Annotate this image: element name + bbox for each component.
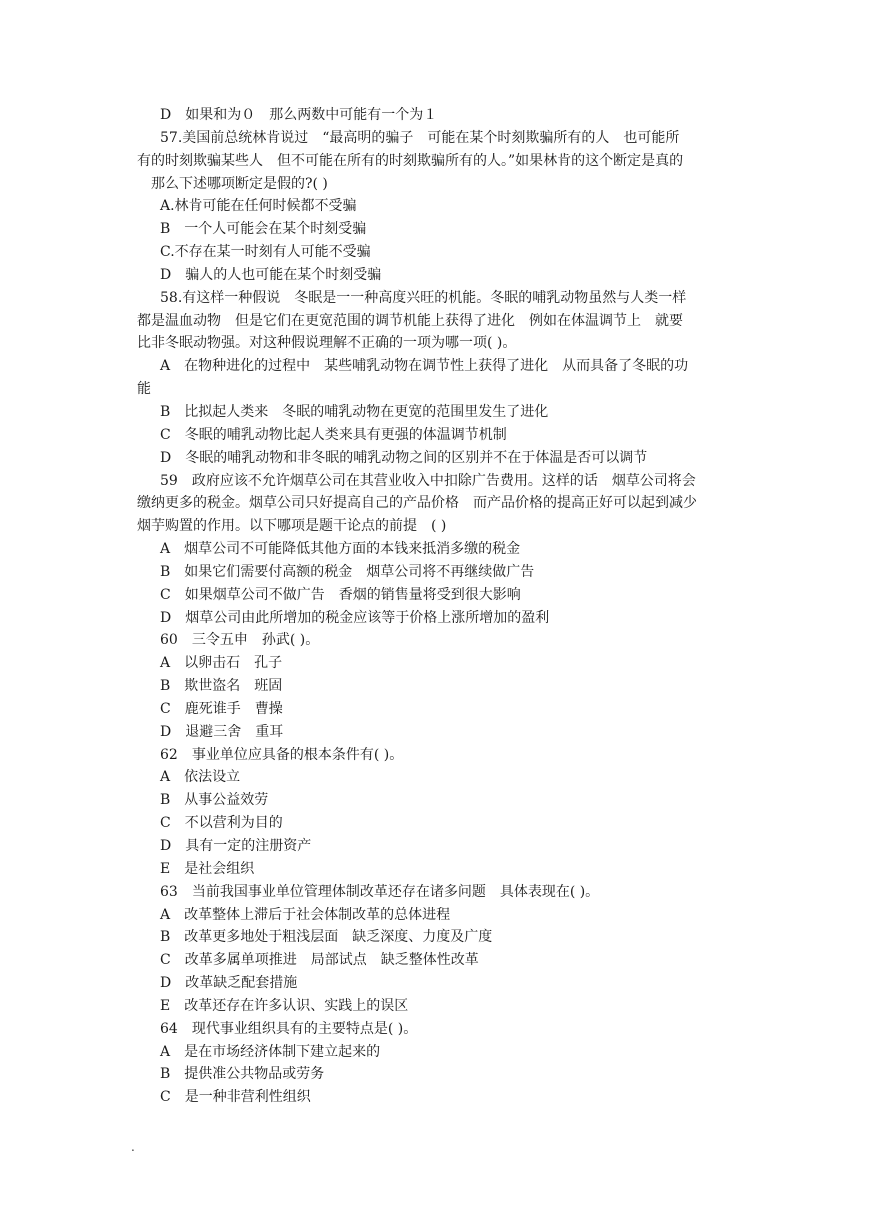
page-footer-mark: . xyxy=(131,1140,135,1154)
text-line: E 是社会组织 xyxy=(160,860,255,877)
text-line: 能 xyxy=(137,381,151,398)
text-line: D 改革缺乏配套措施 xyxy=(160,975,298,992)
text-line: C 冬眠的哺乳动物比起人类来具有更强的体温调节机制 xyxy=(160,426,507,443)
text-line: C 不以营利为目的 xyxy=(160,815,283,832)
text-line: A 改革整体上滞后于社会体制改革的总体进程 xyxy=(160,906,451,923)
text-line: D 冬眠的哺乳动物和非冬眠的哺乳动物之间的区别并不在于体温是否可以调节 xyxy=(160,449,648,466)
text-line: A 依法设立 xyxy=(160,769,241,786)
text-line: A 是在市场经济体制下建立起来的 xyxy=(160,1043,381,1060)
text-line: 缴纳更多的税金。烟草公司只好提高自己的产品价格 而产品价格的提高正好可以起到减少 xyxy=(137,495,697,512)
text-line: E 改革还存在许多认识、实践上的误区 xyxy=(160,997,409,1014)
text-line: 58.有这样一种假说 冬眠是一一种高度兴旺的机能。冬眠的哺乳动物虽然与人类一样 xyxy=(160,289,687,306)
text-line: B 提供准公共物品或劳务 xyxy=(160,1066,325,1083)
text-line: B 比拟起人类来 冬眠的哺乳动物在更宽的范围里发生了进化 xyxy=(160,403,549,420)
text-line: 64 现代事业组织具有的主要特点是( )。 xyxy=(160,1020,418,1037)
text-line: D 具有一定的注册资产 xyxy=(160,838,312,854)
text-line: 都是温血动物 但是它们在更宽范围的调节机能上获得了进化 例如在体温调节上 就要 xyxy=(137,312,683,329)
text-line: D 退避三舍 重耳 xyxy=(160,723,284,740)
document-body xyxy=(137,104,737,1109)
text-line: A 以卵击石 孔子 xyxy=(160,655,283,672)
text-line: D 骗人的人也可能在某个时刻受骗 xyxy=(160,266,382,283)
text-line: A 烟草公司不可能降低其他方面的本钱来抵消多缴的税金 xyxy=(160,541,521,558)
text-line: 57.美国前总统林肯说过 “最高明的骗子 可能在某个时刻欺骗所有的人 也可能所 xyxy=(160,129,680,146)
text-line: B 欺世盗名 班固 xyxy=(160,678,283,695)
text-line: D 如果和为０ 那么两数中可能有一个为１ xyxy=(160,107,438,123)
text-line: C 改革多属单项推进 局部试点 缺乏整体性改革 xyxy=(160,952,479,969)
text-line: B 一个人可能会在某个时刻受骗 xyxy=(160,221,367,238)
text-line: 63 当前我国事业单位管理体制改革还存在诸多问题 具体表现在( )。 xyxy=(160,883,600,900)
text-line: D 烟草公司由此所增加的税金应该等于价格上涨所增加的盈利 xyxy=(160,609,550,626)
text-line: B 如果它们需要付高额的税金 烟草公司将不再继续做广告 xyxy=(160,563,535,580)
text-line: A 在物种进化的过程中 某些哺乳动物在调节性上获得了进化 从而具备了冬眠的功 xyxy=(160,358,689,375)
text-line: B 改革更多地处于粗浅层面 缺乏深度、力度及广度 xyxy=(160,929,493,946)
text-line: 59 政府应该不允许烟草公司在其营业收入中扣除广告费用。这样的话 烟草公司将会 xyxy=(160,472,696,489)
text-line: C 是一种非营利性组织 xyxy=(160,1089,311,1106)
text-line: C 如果烟草公司不做广告 香烟的销售量将受到很大影响 xyxy=(160,586,521,603)
text-line: 有的时刻欺骗某些人 但不可能在所有的时刻欺骗所有的人。”如果林肯的这个断定是真的 xyxy=(137,152,684,169)
text-line: A.林肯可能在任何时候都不受骗 xyxy=(160,198,357,215)
text-line: C 鹿死谁手 曹操 xyxy=(160,700,283,717)
text-line: B 从事公益效劳 xyxy=(160,792,269,809)
text-line: 60 三令五申 孙武( )。 xyxy=(160,632,320,649)
text-line: 那么下述哪项断定是假的?( ) xyxy=(137,175,328,192)
text-line: C.不存在某一时刻有人可能不受骗 xyxy=(160,244,371,261)
text-line: 烟芋购置的作用。以下哪项是题干论点的前提 ( ) xyxy=(137,518,447,535)
text-line: 62 事业单位应具备的根本条件有( )。 xyxy=(160,746,404,763)
text-line: 比非冬眠动物强。对这种假说理解不正确的一项为哪一项( )。 xyxy=(137,335,517,352)
